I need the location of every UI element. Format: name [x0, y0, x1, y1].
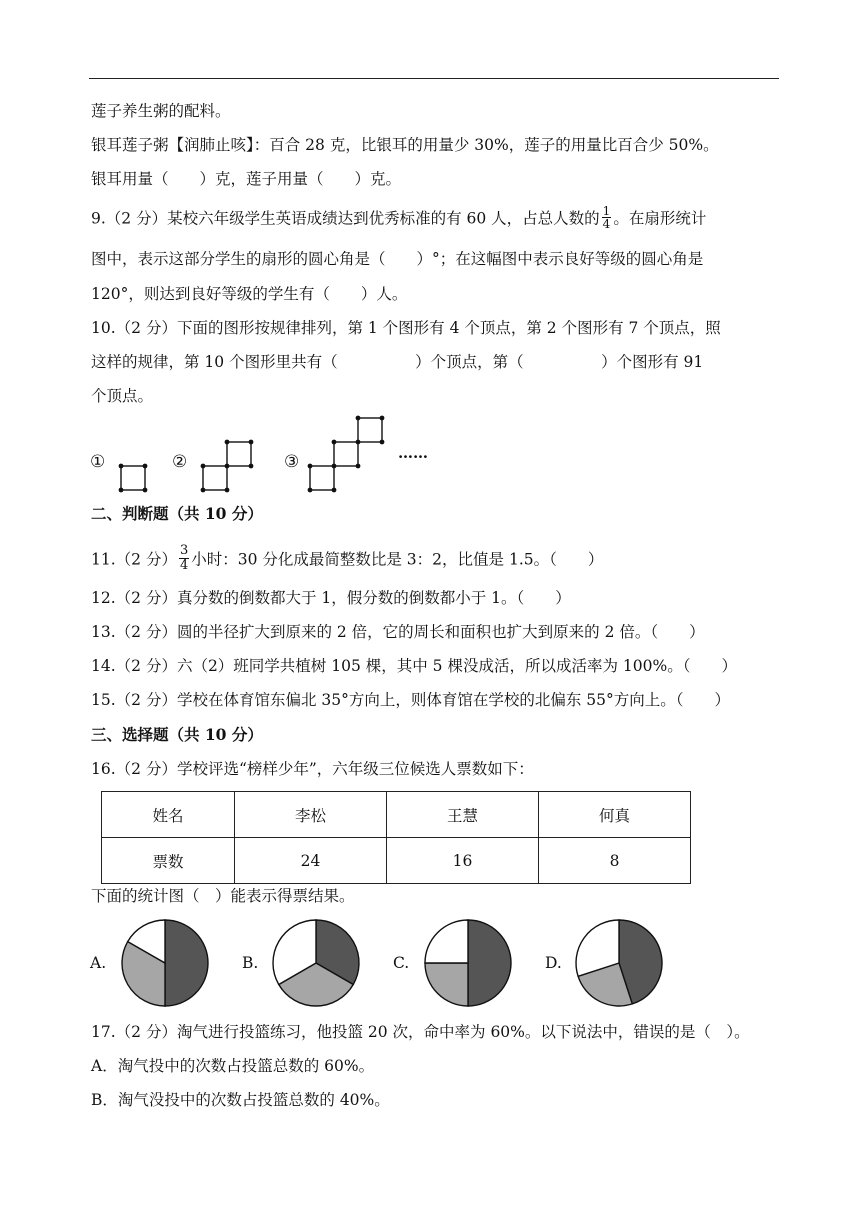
text-line: 10.（2 分）下面的图形按规律排列，第 1 个图形有 4 个顶点，第 2 个图形有 7 个顶点，照 [91, 319, 721, 337]
question-17-option-b: B．淘气没投中的次数占投篮总数的 40%。 [91, 1091, 390, 1109]
text-line: 120°，则达到良好等级的学生有（ ）人。 [91, 285, 408, 303]
q9-text-pre: 9.（2 分）某校六年级学生英语成绩达到优秀标准的有 60 人，占总人数的 [91, 209, 600, 228]
table-cell: 24 [235, 838, 387, 884]
question-17-option-a: A．淘气投中的次数占投篮总数的 60%。 [91, 1057, 375, 1075]
pattern-label-1: ① [90, 452, 106, 472]
text-line: 图中，表示这部分学生的扇形的圆心角是（ ）°；在这幅图中表示良好等级的圆心角是 [91, 250, 704, 268]
pattern-label-2: ② [172, 452, 188, 472]
question-15: 15.（2 分）学校在体育馆东偏北 35°方向上，则体育馆在学校的北偏东 55°方向上。（ ） [91, 691, 730, 709]
section-title-choice: 三、选择题（共 10 分） [91, 725, 263, 744]
question-16-prompt: 下面的统计图（ ）能表示得票结果。 [91, 887, 355, 905]
table-cell: 李松 [235, 792, 387, 838]
option-a-label: A. [90, 954, 107, 972]
fraction-denominator: 4 [179, 558, 189, 573]
option-b-label: B. [242, 954, 259, 972]
q9-text-post: 。在扇形统计 [613, 209, 707, 228]
pie-slice-a-1 [165, 920, 208, 1006]
table-cell: 王慧 [387, 792, 539, 838]
question-14: 14.（2 分）六（2）班同学共植树 105 棵，其中 5 棵没成活，所以成活率为 100%。（ ） [91, 657, 737, 675]
question-17: 17.（2 分）淘气进行投篮练习，他投篮 20 次，命中率为 60%。以下说法中，错误的是（ ）。 [91, 1023, 750, 1041]
question-13: 13.（2 分）圆的半径扩大到原来的 2 倍，它的周长和面积也扩大到原来的 2 倍。（ ） [91, 623, 705, 641]
pattern-label-3: ③ [284, 452, 300, 472]
fraction-denominator: 4 [602, 217, 611, 231]
question-16: 16.（2 分）学校评选“榜样少年”，六年级三位候选人票数如下： [91, 760, 534, 778]
q11-text-pre: 11.（2 分） [91, 550, 177, 569]
q11-text-post: 小时：30 分化成最简整数比是 3：2，比值是 1.5。（ ） [191, 550, 604, 569]
section-title-judgement: 二、判断题（共 10 分） [91, 504, 263, 523]
table-cell: 票数 [102, 838, 235, 884]
pie-slice-c-2 [425, 963, 468, 1006]
fraction-numerator: 1 [602, 204, 611, 218]
pie-slice-c-1 [468, 920, 511, 1006]
text-line: 银耳用量（ ）克，莲子用量（ ）克。 [91, 170, 402, 188]
table-cell: 16 [387, 838, 539, 884]
table-cell: 姓名 [102, 792, 235, 838]
fraction-numerator: 3 [179, 543, 189, 558]
option-c-label: C. [393, 954, 410, 972]
question-12: 12.（2 分）真分数的倒数都大于 1，假分数的倒数都小于 1。（ ） [91, 589, 571, 607]
pie-slice-c-3 [425, 920, 468, 963]
table-cell: 8 [539, 838, 691, 884]
text-line: 银耳莲子粥【润肺止咳】：百合 28 克，比银耳的用量少 30%，莲子的用量比百合少 50%。 [91, 136, 719, 154]
text-line: 这样的规律，第 10 个图形里共有（ ）个顶点，第（ ）个图形有 91 [91, 353, 704, 371]
option-d-label: D. [545, 954, 562, 972]
table-cell: 何真 [539, 792, 691, 838]
text-line: 个顶点。 [91, 387, 154, 405]
text-line: 莲子养生粥的配料。 [91, 102, 231, 120]
pattern-ellipsis: …… [398, 444, 428, 462]
